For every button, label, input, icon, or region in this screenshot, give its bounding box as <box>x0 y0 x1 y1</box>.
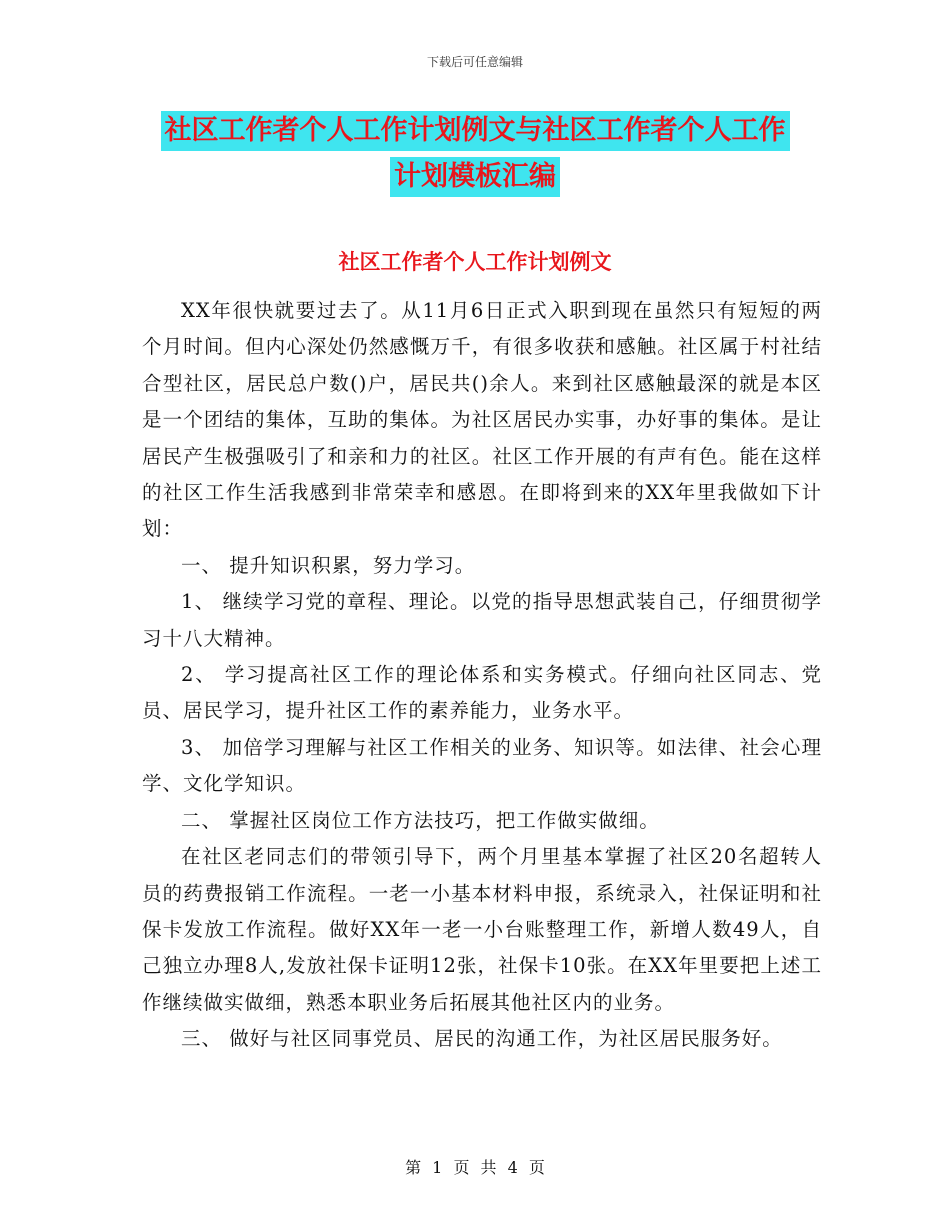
paragraph-detail: 在社区老同志们的带领引导下，两个月里基本掌握了社区20名超转人员的药费报销工作流程。一老一小基本材料申报，系统录入，社保证明和社保卡发放工作流程。做好XX年一老一小台账整理工作，新增人数49人，自己独立办理8人,发放社保卡证明12张，社保卡10张。在XX年里要把上述工作继续做实做细，熟悉本职业务后拓展其他社区内的业务。 <box>142 845 822 1014</box>
heading-item-3: 三、 做好与社区同事党员、居民的沟通工作，为社区居民服务好。 <box>181 1027 783 1051</box>
page-footer: 第 1 页 共 4 页 <box>405 1158 545 1177</box>
header-note: 下载后可任意编辑 <box>426 55 523 69</box>
document-title-line-1-wrap <box>0 111 950 151</box>
heading-item-2: 二、 掌握社区岗位工作方法技巧，把工作做实做细。 <box>181 808 660 832</box>
list-item: 3、 加倍学习理解与社区工作相关的业务、知识等。如法律、社会心理学、文化学知识。 <box>142 735 822 796</box>
paragraph-intro: XX年很快就要过去了。从11月6日正式入职到现在虽然只有短短的两个月时间。但内心深处仍然感慨万千，有很多收获和感触。社区属于村社结合型社区，居民总户数()户，居民共()余人。来到社区感触最深的就是本区是一个团结的集体，互助的集体。为社区居民办实事，办好事的集体。是让居民产生极强吸引了和亲和力的社区。社区工作开展的有声有色。能在这样的社区工作生活我感到非常荣幸和感恩。在即将到来的XX年里我做如下计划： <box>142 299 822 541</box>
document-body <box>142 293 822 1058</box>
list-item: 1、 继续学习党的章程、理论。以党的指导思想武装自己，仔细贯彻学习十八大精神。 <box>142 590 822 650</box>
heading-item-1: 一、 提升知识积累，努力学习。 <box>181 553 476 577</box>
document-title-line-2: 计划模板汇编 <box>390 157 560 197</box>
list-item: 2、 学习提高社区工作的理论体系和实务模式。仔细向社区同志、党员、居民学习，提升社区工作的素养能力，业务水平。 <box>142 663 822 723</box>
document-title-line-1: 社区工作者个人工作计划例文与社区工作者个人工作 <box>161 111 790 151</box>
document-title-line-2-wrap <box>0 157 950 197</box>
section-title: 社区工作者个人工作计划例文 <box>338 250 612 274</box>
